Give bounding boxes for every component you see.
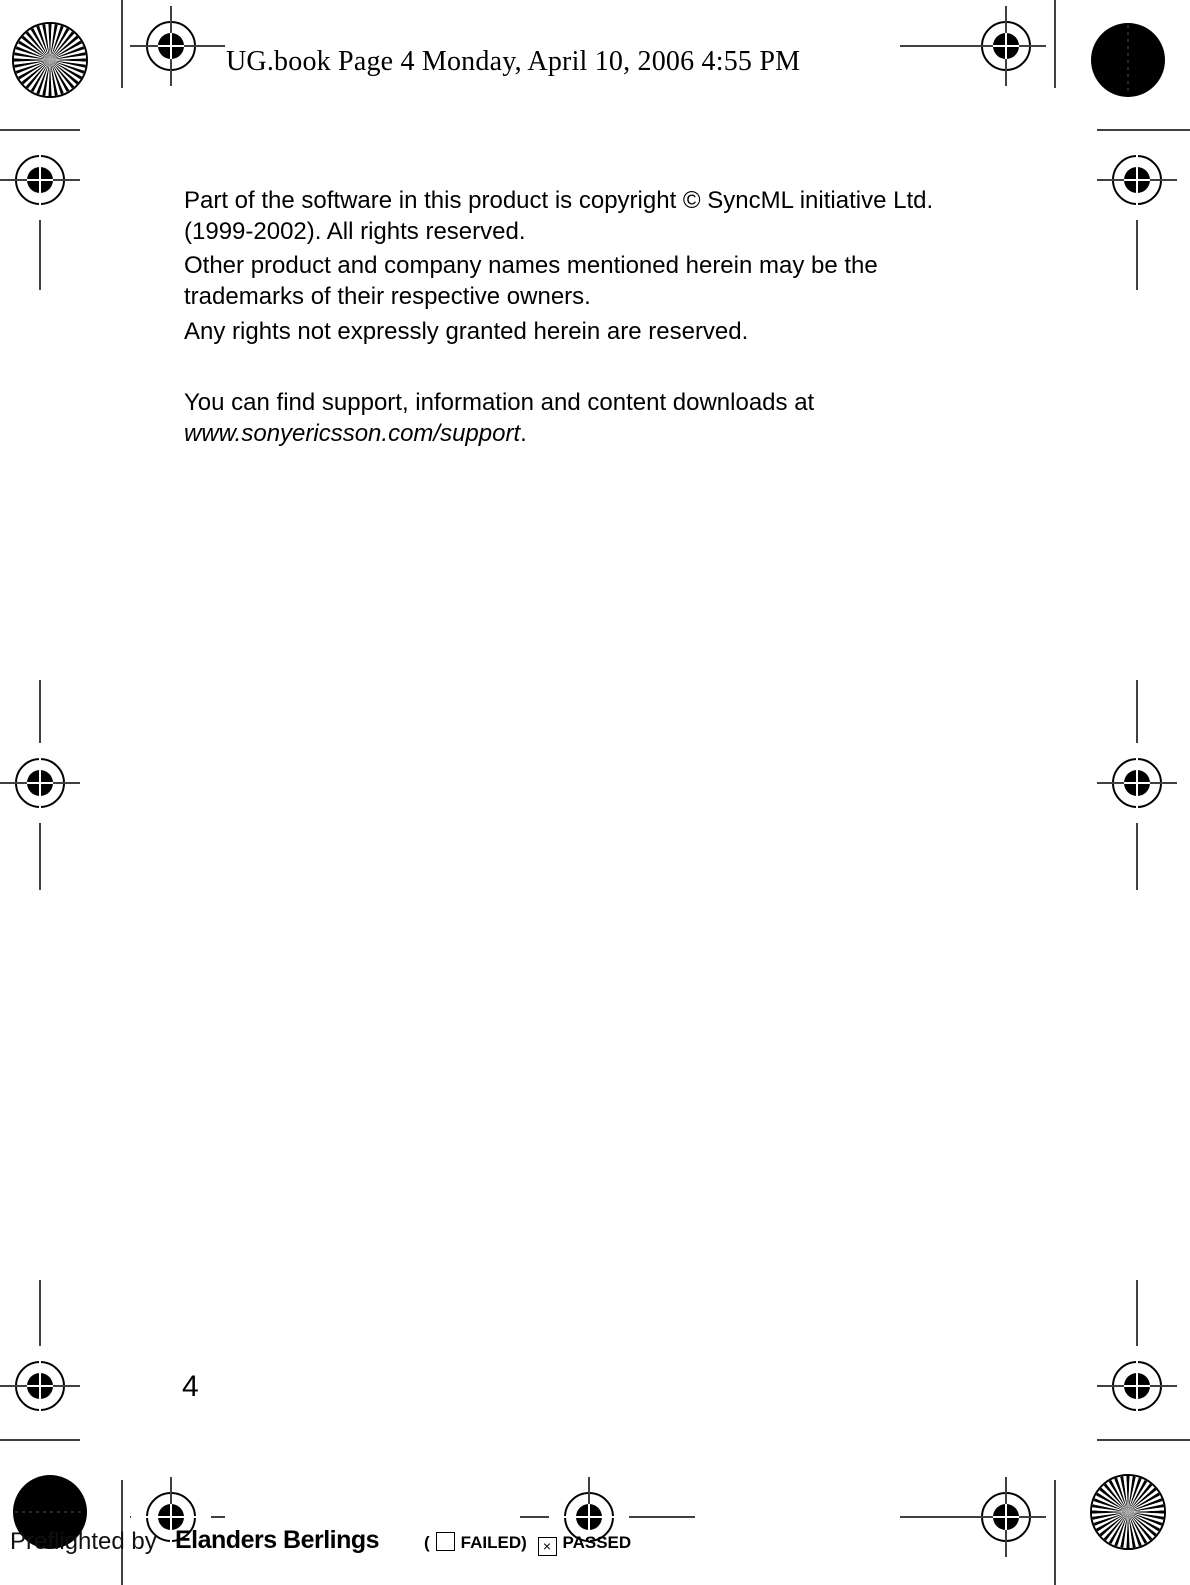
book-header: UG.book Page 4 Monday, April 10, 2006 4:55 PM <box>226 46 801 77</box>
registration-mark-icon <box>1097 1346 1177 1426</box>
preflight-status: ( FAILED) × PASSED <box>424 1533 632 1554</box>
registration-mark-icon <box>0 743 80 823</box>
rights-reserved: Any rights not expressly granted herein are reserved. <box>184 318 749 345</box>
preflight-label: Preflighted by <box>10 1528 157 1555</box>
registration-mark-icon <box>131 6 211 86</box>
trademarks-notice: Other product and company names mentioned herein may be the trademarks of their respective owners. <box>184 252 878 310</box>
support-period: . <box>520 420 527 447</box>
registration-mark-icon <box>1097 743 1177 823</box>
passed-label: PASSED <box>562 1533 632 1552</box>
support-url: www.sonyericsson.com/support <box>184 420 521 447</box>
registration-mark-icon <box>966 1477 1046 1557</box>
support-paragraph <box>184 387 984 449</box>
support-text: You can find support, information and content downloads at <box>184 389 815 416</box>
failed-label: FAILED <box>460 1533 522 1552</box>
starburst-mark-icon <box>1091 1475 1165 1549</box>
registration-mark-icon <box>966 6 1046 86</box>
failed-checkbox <box>436 1532 455 1551</box>
registration-mark-icon <box>0 140 80 220</box>
registration-mark-icon <box>1097 140 1177 220</box>
passed-checkbox: × <box>538 1537 557 1556</box>
starburst-mark-icon <box>13 23 87 97</box>
page-number: 4 <box>182 1370 199 1403</box>
brand-logo: Elanders Berlings <box>175 1526 380 1554</box>
solid-dot-mark-icon <box>1091 23 1165 97</box>
copyright-syncml: Part of the software in this product is copyright © SyncML initiative Ltd. (1999-2002). All rights reserved. <box>184 187 934 245</box>
registration-mark-icon <box>0 1346 80 1426</box>
